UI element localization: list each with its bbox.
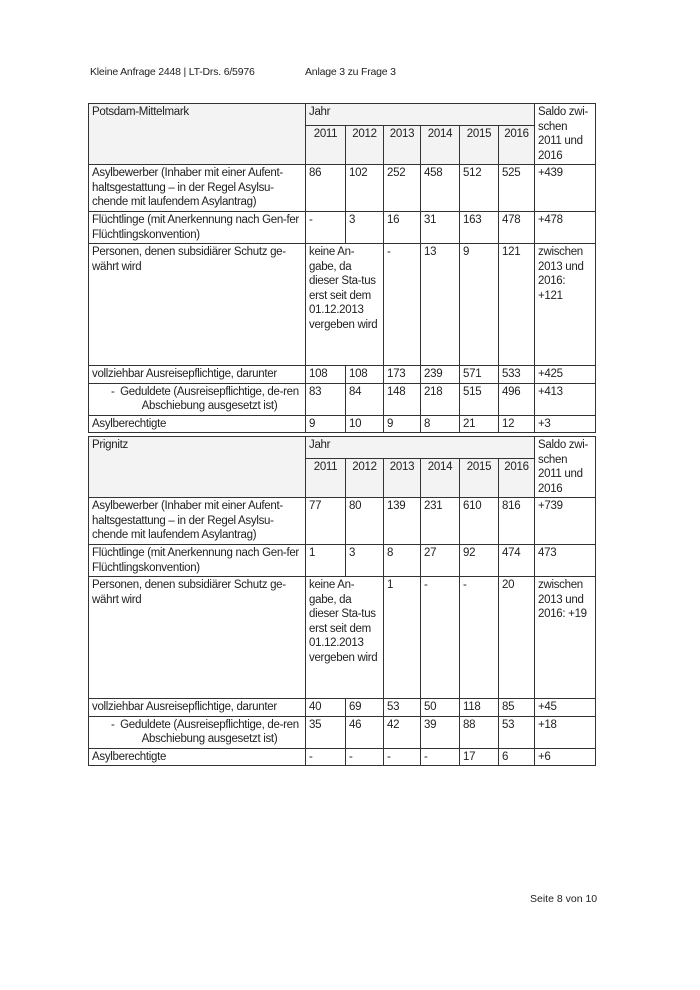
value-cell: 139: [384, 498, 421, 545]
value-cell: 1: [384, 577, 421, 699]
saldo-header: Saldo zwi-schen 2011 und 2016: [535, 437, 596, 498]
page-number: Seite 8 von 10: [530, 893, 598, 905]
value-cell: 16: [384, 212, 421, 244]
saldo-cell: +425: [535, 366, 596, 384]
value-cell: 9: [460, 244, 499, 366]
value-cell: 571: [460, 366, 499, 384]
value-cell: 39: [421, 716, 460, 748]
value-cell: 496: [499, 383, 535, 415]
value-cell: 102: [346, 165, 384, 212]
value-cell: 80: [346, 498, 384, 545]
value-cell: 525: [499, 165, 535, 212]
value-cell: -: [421, 577, 460, 699]
value-cell: 512: [460, 165, 499, 212]
row-label-sub: [89, 716, 306, 748]
year-header: 2015: [460, 125, 499, 164]
value-cell: 148: [384, 383, 421, 415]
saldo-cell: +413: [535, 383, 596, 415]
document-reference: Kleine Anfrage 2448 | LT-Drs. 6/5976: [90, 66, 255, 78]
value-cell: 42: [384, 716, 421, 748]
value-cell: 6: [499, 748, 535, 766]
value-cell: -: [384, 244, 421, 366]
value-cell: 9: [306, 415, 346, 433]
value-cell: 108: [346, 366, 384, 384]
value-cell: 163: [460, 212, 499, 244]
value-cell: 31: [421, 212, 460, 244]
value-cell: 474: [499, 545, 535, 577]
row-label: Personen, denen subsidiärer Schutz ge-währt wird: [89, 244, 306, 366]
value-cell: 173: [384, 366, 421, 384]
saldo-cell: 473: [535, 545, 596, 577]
value-cell: 108: [306, 366, 346, 384]
value-cell: 21: [460, 415, 499, 433]
value-cell: 239: [421, 366, 460, 384]
value-cell: 610: [460, 498, 499, 545]
saldo-cell: +739: [535, 498, 596, 545]
value-cell: 20: [499, 577, 535, 699]
region-header: Potsdam-Mittelmark: [89, 104, 306, 165]
table-row: [89, 498, 596, 545]
year-header: 2013: [384, 458, 421, 497]
value-cell: 85: [499, 699, 535, 717]
value-cell: 8: [421, 415, 460, 433]
saldo-cell: +45: [535, 699, 596, 717]
row-label: Asylberechtigte: [89, 748, 306, 766]
row-label: Geduldete (Ausreisepflichtige, de-ren Abschiebung ausgesetzt ist): [120, 385, 299, 412]
value-cell: 50: [421, 699, 460, 717]
value-cell: 13: [421, 244, 460, 366]
value-cell: 816: [499, 498, 535, 545]
value-cell: 478: [499, 212, 535, 244]
value-cell: 118: [460, 699, 499, 717]
statistics-table-prignitz: [88, 436, 596, 766]
table-row: [89, 383, 596, 415]
row-label-sub: [89, 383, 306, 415]
saldo-cell: +6: [535, 748, 596, 766]
value-cell: -: [421, 748, 460, 766]
table-row: [89, 244, 596, 366]
year-header: 2012: [346, 458, 384, 497]
row-label: Personen, denen subsidiärer Schutz ge-währt wird: [89, 577, 306, 699]
table-row: [89, 748, 596, 766]
table-row: [89, 545, 596, 577]
value-cell: 35: [306, 716, 346, 748]
note-cell: keine An-gabe, da dieser Sta-tus erst seit dem 01.12.2013 vergeben wird: [306, 577, 384, 699]
region-header: Prignitz: [89, 437, 306, 498]
saldo-cell: zwischen 2013 und 2016: +121: [535, 244, 596, 366]
table-row: [89, 716, 596, 748]
row-label: Flüchtlinge (mit Anerkennung nach Gen-fer Flüchtlingskonvention): [89, 545, 306, 577]
value-cell: 8: [384, 545, 421, 577]
statistics-table-potsdam-mittelmark: [88, 103, 596, 433]
value-cell: 3: [346, 545, 384, 577]
year-group-header: Jahr: [306, 437, 535, 459]
row-label: vollziehbar Ausreisepflichtige, darunter: [89, 699, 306, 717]
row-label: Flüchtlinge (mit Anerkennung nach Gen-fer Flüchtlingskonvention): [89, 212, 306, 244]
value-cell: -: [384, 748, 421, 766]
saldo-cell: +3: [535, 415, 596, 433]
value-cell: 3: [346, 212, 384, 244]
table-row: [89, 165, 596, 212]
value-cell: 458: [421, 165, 460, 212]
table-row: [89, 577, 596, 699]
value-cell: 218: [421, 383, 460, 415]
table-row: [89, 212, 596, 244]
table-row: [89, 699, 596, 717]
value-cell: 83: [306, 383, 346, 415]
year-header: 2014: [421, 458, 460, 497]
year-header: 2011: [306, 125, 346, 164]
row-label: Asylbewerber (Inhaber mit einer Aufent-haltsgestattung – in der Regel Asylsu-chende mit laufendem Asylantrag): [89, 498, 306, 545]
row-label: Asylberechtigte: [89, 415, 306, 433]
value-cell: 12: [499, 415, 535, 433]
row-label: Geduldete (Ausreisepflichtige, de-ren Abschiebung ausgesetzt ist): [120, 718, 299, 745]
value-cell: 515: [460, 383, 499, 415]
value-cell: -: [346, 748, 384, 766]
row-label: Asylbewerber (Inhaber mit einer Aufent-haltsgestattung – in der Regel Asylsu-chende mit laufendem Asylantrag): [89, 165, 306, 212]
value-cell: 92: [460, 545, 499, 577]
saldo-cell: +478: [535, 212, 596, 244]
value-cell: 53: [384, 699, 421, 717]
year-header: 2012: [346, 125, 384, 164]
value-cell: 9: [384, 415, 421, 433]
saldo-cell: +18: [535, 716, 596, 748]
saldo-cell: zwischen 2013 und 2016: +19: [535, 577, 596, 699]
value-cell: 84: [346, 383, 384, 415]
table-row: [89, 366, 596, 384]
value-cell: -: [460, 577, 499, 699]
value-cell: 231: [421, 498, 460, 545]
value-cell: 17: [460, 748, 499, 766]
year-header: 2015: [460, 458, 499, 497]
value-cell: 533: [499, 366, 535, 384]
note-cell: keine An-gabe, da dieser Sta-tus erst seit dem 01.12.2013 vergeben wird: [306, 244, 384, 366]
list-dash: -: [111, 718, 115, 731]
list-dash: -: [111, 385, 115, 398]
year-header: 2011: [306, 458, 346, 497]
year-header: 2016: [499, 458, 535, 497]
year-header: 2016: [499, 125, 535, 164]
value-cell: 121: [499, 244, 535, 366]
value-cell: 40: [306, 699, 346, 717]
value-cell: -: [306, 212, 346, 244]
value-cell: 77: [306, 498, 346, 545]
value-cell: 88: [460, 716, 499, 748]
value-cell: 69: [346, 699, 384, 717]
value-cell: 27: [421, 545, 460, 577]
value-cell: 86: [306, 165, 346, 212]
value-cell: 252: [384, 165, 421, 212]
saldo-header: Saldo zwi-schen 2011 und 2016: [535, 104, 596, 165]
saldo-cell: +439: [535, 165, 596, 212]
annex-reference: Anlage 3 zu Frage 3: [305, 66, 396, 78]
value-cell: 1: [306, 545, 346, 577]
year-header: 2014: [421, 125, 460, 164]
row-label: vollziehbar Ausreisepflichtige, darunter: [89, 366, 306, 384]
value-cell: 10: [346, 415, 384, 433]
value-cell: 53: [499, 716, 535, 748]
table-row: [89, 415, 596, 433]
year-header: 2013: [384, 125, 421, 164]
year-group-header: Jahr: [306, 104, 535, 126]
value-cell: -: [306, 748, 346, 766]
value-cell: 46: [346, 716, 384, 748]
